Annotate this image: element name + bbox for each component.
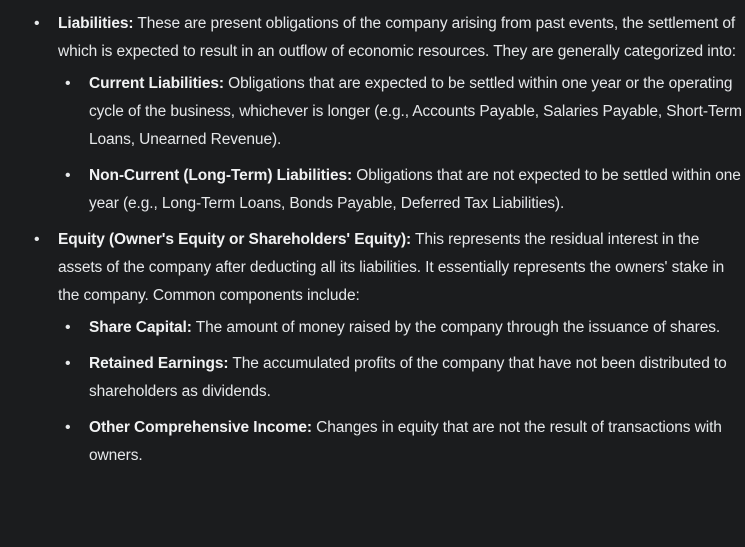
non-current-liabilities-text: Obligations that are not expected to be settled within one year (e.g., Long-Term Loans, Bonds Payable, Deferred Tax Liabilities). (89, 167, 741, 212)
liabilities-paragraph (58, 10, 745, 66)
other-comprehensive-income-term: Other Comprehensive Income: (89, 419, 312, 436)
bullet-icon: • (34, 15, 40, 32)
list-item-liabilities (34, 10, 745, 218)
share-capital-text: The amount of money raised by the company through the issuance of shares. (191, 319, 721, 336)
equity-text: This represents the residual interest in the assets of the company after deducting all its liabilities. It essentially represents the owners' stake in the company. Common components include: (58, 231, 725, 304)
list-item-other-comprehensive-income (65, 414, 745, 470)
liabilities-text: These are present obligations of the company arising from past events, the settlement of which is expected to result in an outflow of economic resources. They are generally categorized into: (58, 15, 737, 60)
bullet-icon: • (65, 167, 71, 184)
list-item-equity (34, 226, 745, 470)
share-capital-term: Share Capital: (89, 319, 192, 336)
bullet-icon: • (65, 355, 71, 372)
list-item-retained-earnings (65, 350, 745, 406)
top-level-list (0, 10, 745, 470)
list-item-share-capital (65, 314, 745, 342)
bullet-icon: • (34, 231, 40, 248)
other-comprehensive-income-text: Changes in equity that are not the result of transactions with owners. (89, 419, 722, 464)
bullet-icon: • (65, 419, 71, 436)
current-liabilities-term: Current Liabilities: (89, 75, 224, 92)
current-liabilities-text: Obligations that are expected to be settled within one year or the operating cycle of the business, whichever is longer (e.g., Accounts Payable, Salaries Payable, Short-Term Loans, Unearned Revenue). (89, 75, 742, 148)
equity-paragraph (58, 226, 745, 310)
equity-sublist (58, 314, 745, 470)
liabilities-term: Liabilities: (58, 15, 134, 32)
equity-term: Equity (Owner's Equity or Shareholders' Equity): (58, 231, 412, 248)
list-item-non-current-liabilities (65, 162, 745, 218)
non-current-liabilities-term: Non-Current (Long-Term) Liabilities: (89, 167, 353, 184)
bullet-icon: • (65, 319, 71, 336)
list-item-current-liabilities (65, 70, 745, 154)
bullet-icon: • (65, 75, 71, 92)
retained-earnings-text: The accumulated profits of the company that have not been distributed to shareholders as dividends. (89, 355, 727, 400)
liabilities-sublist (58, 70, 745, 218)
retained-earnings-term: Retained Earnings: (89, 355, 229, 372)
